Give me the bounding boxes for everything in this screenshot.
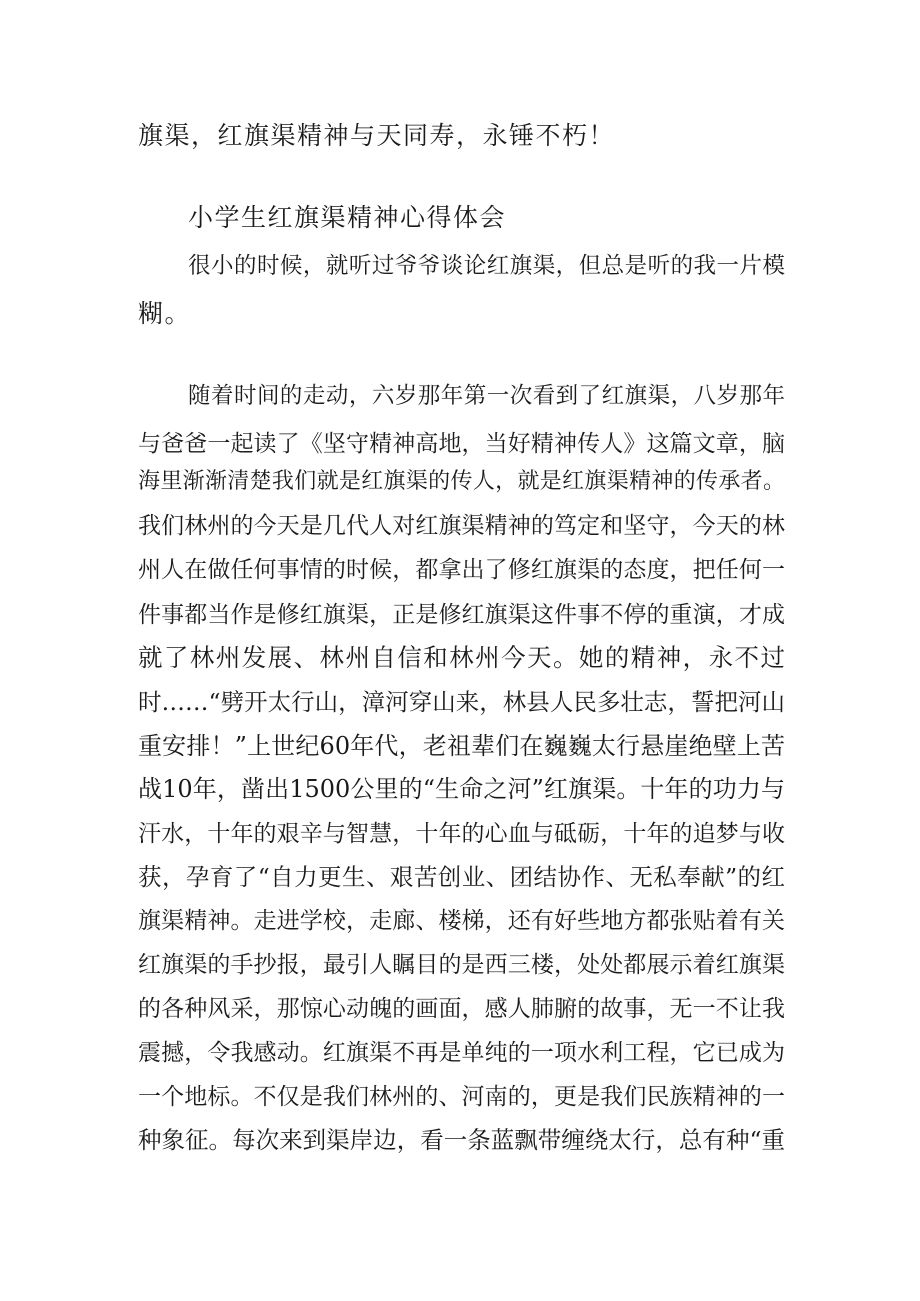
text-line: 我们林州的今天是几代人对红旗渠精神的笃定和坚守，今天的林: [138, 513, 785, 539]
text-line: 就了林州发展、林州自信和林州今天。她的精神，永不过: [138, 643, 785, 672]
text-line: 州人在做任何事情的时候，都拿出了修红旗渠的态度，把任何一: [138, 557, 785, 583]
text-line: 随着时间的走动，六岁那年第一次看到了红旗渠，八岁那年: [188, 383, 785, 409]
text-line: 获，孕育了“自力更生、艰苦创业、团结协作、无私奉献”的红: [138, 863, 785, 891]
previous-paragraph-tail: 旗渠，红旗渠精神与天同寿，永锤不朽！: [138, 121, 616, 150]
text-line: 糊。: [138, 299, 192, 328]
text-line: 很小的时候，就听过爷爷谈论红旗渠，但总是听的我一片模: [188, 253, 785, 279]
text-line: 的各种风采，那惊心动魄的画面，感人肺腑的故事，无一不让我: [138, 996, 785, 1022]
text-line: 旗渠精神。走进学校，走廊、楼梯，还有好些地方都张贴着有关: [138, 908, 785, 934]
text-line: 红旗渠的手抄报，最引人瞩目的是西三楼，处处都展示着红旗渠: [138, 952, 785, 978]
text-line: 震撼，令我感动。红旗渠不再是单纯的一项水利工程，它已成为: [138, 1040, 785, 1066]
text-line: 与爸爸一起读了《坚守精神高地，当好精神传人》这篇文章，脑: [138, 431, 785, 457]
text-line: 件事都当作是修红旗渠，正是修红旗渠这件事不停的重演，才成: [138, 602, 785, 628]
text-line: 种象征。每次来到渠岸边，看一条蓝飘带缠绕太行，总有种“重: [138, 1126, 785, 1154]
text-line: 重安排！”上世纪60年代，老祖辈们在巍巍太行悬崖绝壁上苦: [138, 732, 785, 760]
article-title: 小学生红旗渠精神心得体会: [188, 203, 507, 232]
text-line: 战10年，凿出1500公里的“生命之河”红旗渠。十年的功力与: [138, 775, 785, 803]
text-line: 汗水，十年的艰辛与智慧，十年的心血与砥砺，十年的追梦与收: [138, 821, 785, 847]
text-line: 海里渐渐清楚我们就是红旗渠的传人，就是红旗渠精神的传承者。: [138, 469, 785, 494]
text-line: 一个地标。不仅是我们林州的、河南的，更是我们民族精神的一: [138, 1084, 785, 1110]
text-line: 时……“劈开太行山，漳河穿山来，林县人民多壮志，誓把河山: [138, 688, 785, 716]
